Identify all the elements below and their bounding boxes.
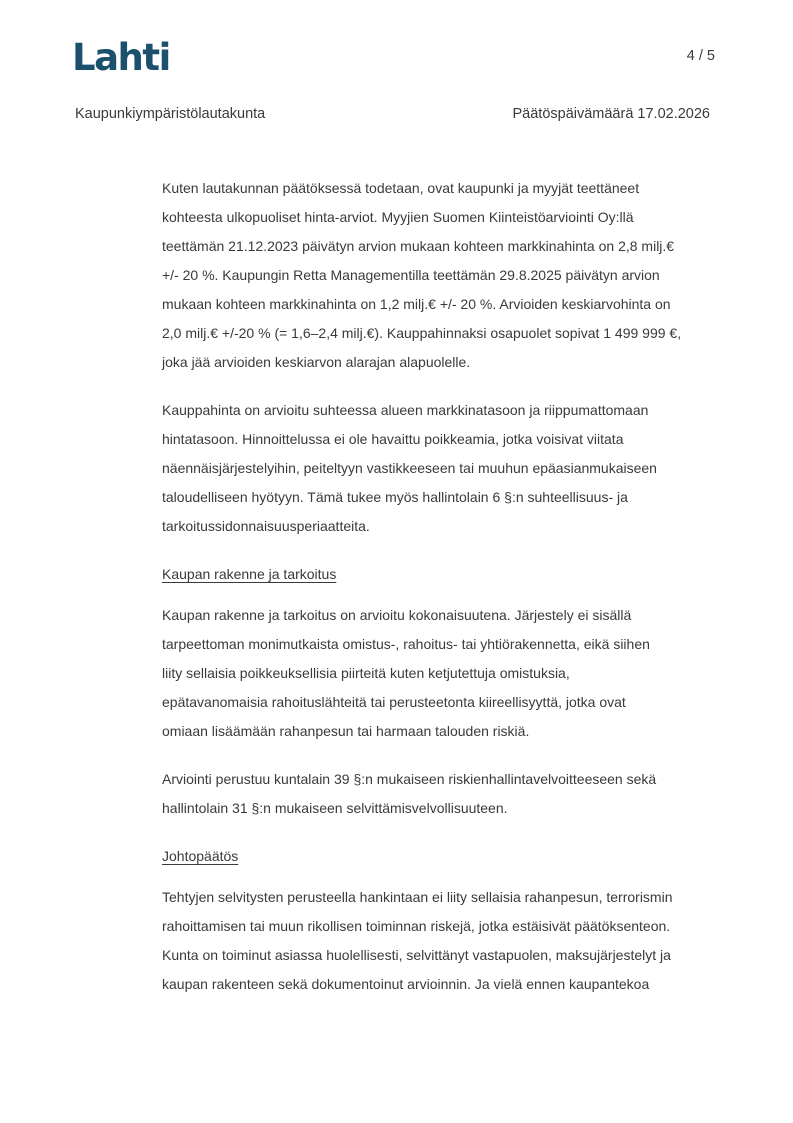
- paragraph-line: hallintolain 31 §:n mukaiseen selvittämisvelvollisuuteen.: [162, 800, 508, 816]
- document-header: [75, 106, 710, 122]
- paragraph-line: kaupan rakenteen sekä dokumentoinut arvioinnin. Ja vielä ennen kaupantekoa: [162, 976, 650, 992]
- paragraph-line: kohteesta ulkopuoliset hinta-arviot. Myyjien Suomen Kiinteistöarviointi Oy:llä: [162, 209, 634, 225]
- page-number: 4 / 5: [686, 48, 715, 64]
- paragraph-line: Kunta on toiminut asiassa huolellisesti, selvittänyt vastapuolen, maksujärjestelyt ja: [162, 947, 671, 963]
- section-heading: Johtopäätös: [162, 848, 239, 864]
- committee-name: Kaupunkiympäristölautakunta: [75, 106, 266, 122]
- paragraph-line: tarpeettoman monimutkaista omistus-, rahoitus- tai yhtiörakennetta, eikä siihen: [162, 636, 650, 652]
- paragraph: [162, 601, 732, 746]
- paragraph-line: epätavanomaisia rahoituslähteitä tai perusteetonta kiireellisyyttä, jotka ovat: [162, 694, 626, 710]
- paragraph-line: mukaan kohteen markkinahinta on 1,2 milj.€ +/- 20 %. Arvioiden keskiarvohinta on: [162, 296, 671, 312]
- paragraph-line: 2,0 milj.€ +/-20 % (= 1,6–2,4 milj.€). Kauppahinnaksi osapuolet sopivat 1 499 999 €,: [162, 325, 682, 341]
- paragraph: [162, 174, 732, 377]
- paragraph-line: näennäisjärjestelyihin, peiteltyyn vastikkeeseen tai muuhun epäasianmukaiseen: [162, 460, 657, 476]
- paragraph-line: Arviointi perustuu kuntalain 39 §:n mukaiseen riskienhallintavelvoitteeseen sekä: [162, 771, 657, 787]
- paragraph-line: liity sellaisia poikkeuksellisia piirteitä kuten ketjutettuja omistuksia,: [162, 665, 570, 681]
- paragraph-line: teettämän 21.12.2023 päivätyn arvion mukaan kohteen markkinahinta on 2,8 milj.€: [162, 238, 675, 254]
- paragraph: [162, 883, 732, 999]
- paragraph: [162, 765, 732, 823]
- section-heading: Kaupan rakenne ja tarkoitus: [162, 566, 337, 582]
- paragraph-line: joka jää arvioiden keskiarvon alarajan alapuolelle.: [162, 354, 471, 370]
- paragraph-line: Kauppahinta on arvioitu suhteessa alueen markkinatasoon ja riippumattomaan: [162, 402, 649, 418]
- paragraph-line: rahoittamisen tai muun rikollisen toiminnan riskejä, jotka estäisivät päätöksenteon.: [162, 918, 671, 934]
- paragraph-line: hintatasoon. Hinnoittelussa ei ole havaittu poikkeamia, jotka voisivat viitata: [162, 431, 624, 447]
- paragraph: [162, 396, 732, 541]
- document-body: [162, 174, 732, 1018]
- decision-date: Päätöspäivämäärä 17.02.2026: [512, 106, 710, 122]
- paragraph-line: omiaan lisäämään rahanpesun tai harmaan talouden riskiä.: [162, 723, 530, 739]
- paragraph-line: Kuten lautakunnan päätöksessä todetaan, ovat kaupunki ja myyjät teettäneet: [162, 180, 640, 196]
- paragraph-line: +/- 20 %. Kaupungin Retta Managementilla teettämän 29.8.2025 päivätyn arvion: [162, 267, 660, 283]
- paragraph-line: Tehtyjen selvitysten perusteella hankintaan ei liity sellaisia rahanpesun, terrorismin: [162, 889, 673, 905]
- paragraph-line: Kaupan rakenne ja tarkoitus on arvioitu kokonaisuutena. Järjestely ei sisällä: [162, 607, 632, 623]
- lahti-logo: Lahti: [72, 36, 170, 79]
- paragraph-line: taloudelliseen hyötyyn. Tämä tukee myös hallintolain 6 §:n suhteellisuus- ja: [162, 489, 628, 505]
- paragraph-line: tarkoitussidonnaisuusperiaatteita.: [162, 518, 370, 534]
